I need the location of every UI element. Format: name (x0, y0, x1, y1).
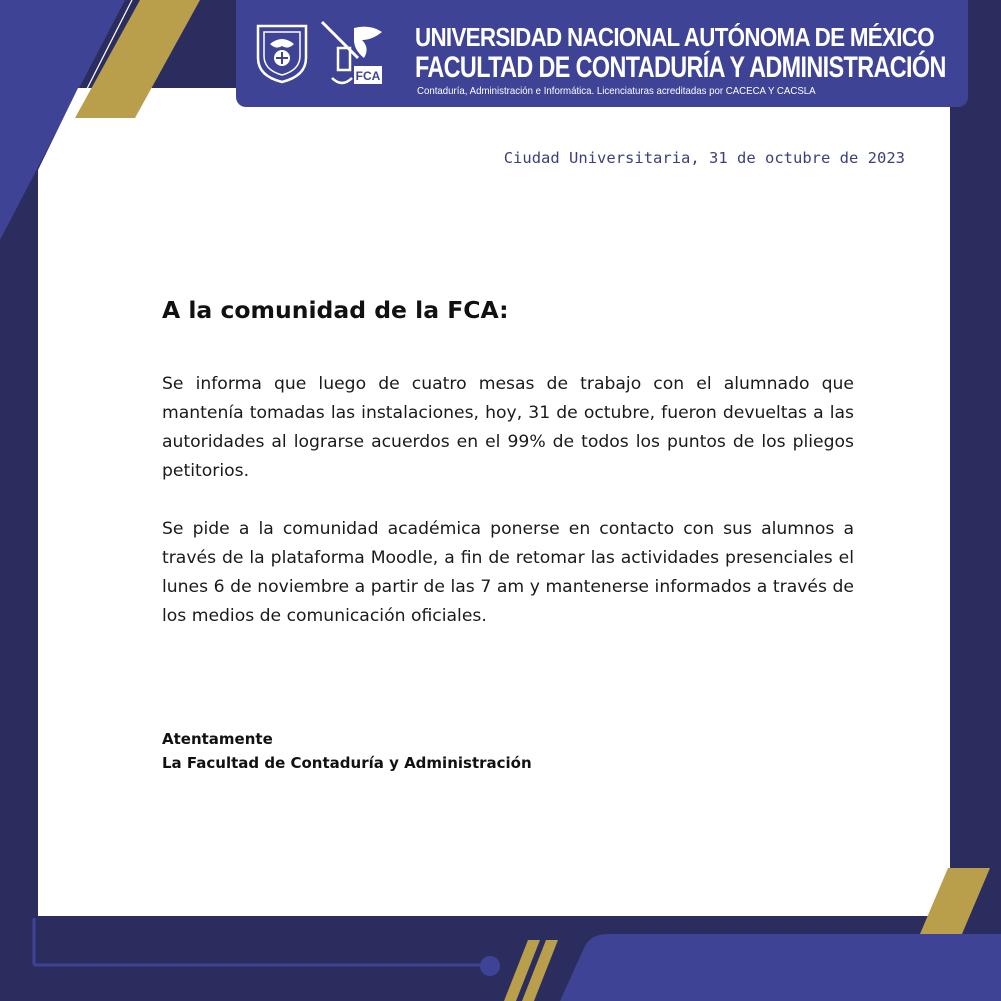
letter-date: Ciudad Universitaria, 31 de octubre de 2023 (503, 149, 905, 167)
header-subtitle: Contaduría, Administración e Informática. Licenciaturas acreditadas por CACECA Y CACSLA (417, 85, 816, 97)
faculty-name: FACULTAD DE CONTADURÍA Y ADMINISTRACIÓN (415, 51, 946, 84)
university-name: UNIVERSIDAD NACIONAL AUTÓNOMA DE MÉXICO (415, 22, 934, 52)
letter-paragraph-1: Se informa que luego de cuatro mesas de trabajo con el alumnado que mantenía tomadas las instalaciones, hoy, 31 de octubre, fueron devueltas a las autoridades al lograrse acuerdos en el 99% de todos los puntos de los pliegos petitorios. (162, 374, 854, 481)
fca-logo-text: FCA (355, 69, 381, 83)
letter-title: A la comunidad de la FCA: (162, 296, 509, 324)
unam-seal-icon (252, 22, 312, 84)
letter-signature (162, 727, 532, 775)
signature-text: La Facultad de Contaduría y Administración (162, 754, 532, 772)
closing-text: Atentamente (162, 730, 273, 748)
fca-logo-icon (318, 18, 386, 90)
letter-paragraph-2: Se pide a la comunidad académica ponerse en contacto con sus alumnos a través de la plataforma Moodle, a fin de retomar las actividades presenciales el lunes 6 de noviembre a partir de las 7 am y mantenerse informados a través de los medios de comunicación oficiales. (162, 519, 854, 626)
